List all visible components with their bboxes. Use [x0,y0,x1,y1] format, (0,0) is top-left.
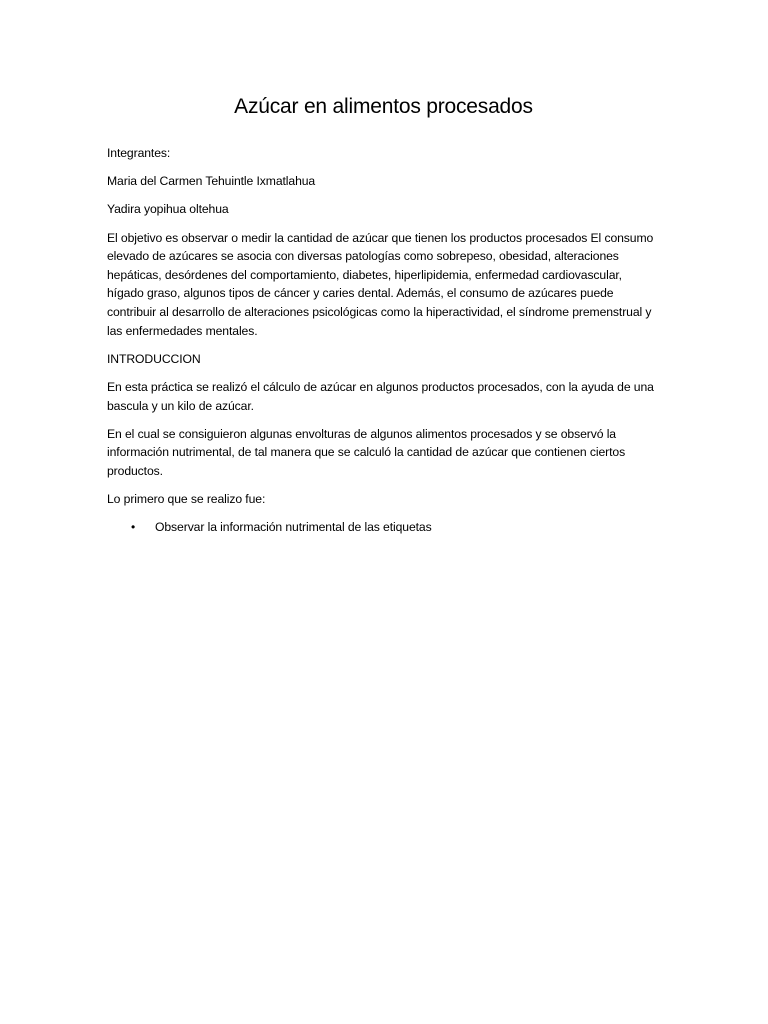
steps-list [107,518,660,537]
bullet-icon: • [131,520,136,535]
introduction-paragraph-1: En esta práctica se realizó el cálculo de azúcar en algunos productos procesados, con la ayuda de una bascula y un kilo de azúcar. [107,379,654,413]
introduction-heading: INTRODUCCION [107,351,201,366]
objective-paragraph: El objetivo es observar o medir la cantidad de azúcar que tienen los productos procesados El consumo elevado de azúcares se asocia con diversas patologías como sobrepeso, obesidad, alteraciones hepáticas, desórdenes del comportamiento, diabetes, hiperlipidemia, enfermedad cardiovascular, hígado graso, algunos tipos de cáncer y caries dental. Además, el consumo de azúcares puede contribuir al desarrollo de alteraciones psicológicas como la hiperactividad, el síndrome premenstrual y las enfermedades mentales. [107,230,654,338]
first-step-paragraph: Lo primero que se realizo fue: [107,492,266,507]
member-name-2: Yadira yopihua oltehua [107,202,229,217]
document-title: Azúcar en alimentos procesados [234,95,533,118]
member-name-1: Maria del Carmen Tehuintle Ixmatlahua [107,174,316,189]
list-item [107,518,660,537]
introduction-paragraph-2: En el cual se consiguieron algunas envolturas de algunos alimentos procesados y se observó la información nutrimental, de tal manera que se calculó la cantidad de azúcar que contienen ciertos productos. [107,426,626,478]
members-label: Integrantes: [107,146,171,160]
list-item-text: Observar la información nutrimental de las etiquetas [155,520,432,535]
